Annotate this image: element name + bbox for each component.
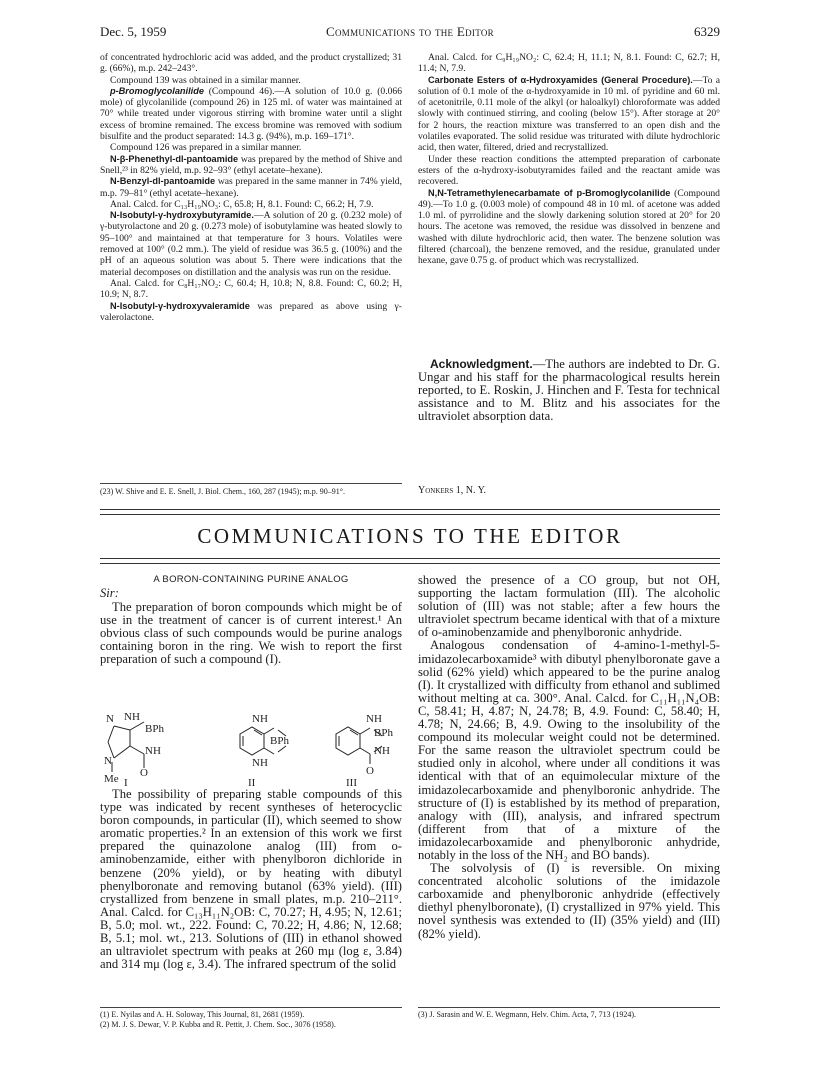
- running-header: [100, 24, 720, 44]
- subheading: N-Benzyl-dl-pantoamide: [110, 176, 216, 187]
- article-left-continued: [100, 788, 402, 971]
- article-right-column: [418, 574, 720, 941]
- footnote-divider: [418, 1007, 720, 1008]
- bond: [360, 748, 370, 754]
- bond: [108, 726, 114, 742]
- running-title: Communications to the Editor: [326, 24, 494, 39]
- bond: [360, 728, 370, 734]
- paragraph: Carbonate Esters of α-Hydroxyamides (General Procedure).—To a solution of 0.1 mole of the α-hydroxyamide in 10 ml. of pyridine and 60 ml. of acetonitrile, 0.11 mole of the alkyl (or haloalkyl) chloroformate was added slowly with continued stirring, and cooling (below 15°). After storage at 20° for 2 hours, the reaction mixture was transferred to an open dish and the volatiles evaporated. The solid residue was triturated with dilute hydrochloric acid, then water, filtered, dried and recrystallized.: [418, 74, 720, 154]
- subheading: N-Isobutyl-γ-hydroxyvaleramide: [110, 300, 250, 311]
- paragraph: Compound 139 was obtained in a similar manner.: [110, 74, 301, 86]
- subheading: p-Bromoglycolanilide: [110, 85, 204, 96]
- footnote-divider: [100, 1007, 402, 1008]
- paragraph: The possibility of preparing stable compounds of this type was indicated by recent syntheses of heterocyclic boron compounds, in particular (II), which seemed to show aromatic properties.² In an extension of this work we first prepared the quinazolone analog (III) from o-aminobenzamide, either with phenylboron dichloride in benzene (20% yield), or by heating with dibutyl phenylboronate and removing butanol (63% yield). (III) crystallized from benzene in small plates, m.p. 210–211°. Anal. Calcd. for C₁₃H₁₁N₂OB: C, 70.27; H, 4.95; N, 12.61; B, 5.0; mol. wt., 222. Found: C, 70.22; H, 4.86; N, 12.68; B, 5.1; mol. wt., 213. Solutions of (III) in ethanol showed an ultraviolet spectrum with peaks at 260 mμ (log ε, 3.84) and 314 mμ (log ε, 3.4). The infrared spectrum of the solid: [100, 787, 402, 972]
- chemical-structures: [100, 706, 402, 788]
- atom-label: BPh: [145, 723, 164, 735]
- atom-label: BPh: [270, 735, 289, 747]
- footnote-3: (3) J. Sarasin and W. E. Wegmann, Helv. Chim. Acta, 7, 713 (1924).: [418, 1010, 636, 1019]
- bond: [130, 746, 144, 754]
- section-divider-top: [100, 509, 720, 515]
- bond: [264, 728, 274, 734]
- structure-label-III: III: [346, 777, 357, 788]
- atom-label: N: [104, 755, 112, 767]
- section-title: COMMUNICATIONS TO THE EDITOR: [197, 524, 623, 548]
- subheading: Carbonate Esters of α-Hydroxyamides (General Procedure).: [428, 74, 693, 85]
- benzene-ring: [240, 727, 264, 755]
- atom-label: BPh: [374, 727, 393, 739]
- paragraph: Compound 126 was prepared in a similar manner.: [110, 142, 302, 154]
- subheading: N-β-Phenethyl-dl-pantoamide: [110, 153, 239, 164]
- atom-label: NH: [374, 745, 390, 757]
- bond: [114, 726, 130, 730]
- footnote-divider: [100, 483, 402, 484]
- article-title: A BORON-CONTAINING PURINE ANALOG: [153, 574, 349, 585]
- footnote-23: (23) W. Shive and E. E. Snell, J. Biol. Chem., 160, 287 (1945); m.p. 90–91°.: [100, 487, 345, 496]
- analysis-line: Anal. Calcd. for C₈H₁₇NO₂: C, 60.4; H, 10.8; N, 8.8. Found: C, 60.2; H, 10.9; N, 8.7.: [100, 277, 402, 301]
- page-number: 6329: [694, 24, 720, 39]
- paragraph: N-Benzyl-dl-pantoamide was prepared in the same manner in 74% yield, m.p. 79–81° (ethyl acetate–hexane).: [100, 176, 402, 199]
- acknowledgment: Acknowledgment.—The authors are indebted to Dr. G. Ungar and his staff for the pharmacological results herein reported, to E. Roskin, J. Hinchen and F. Testa for technical assistance and to M. Blitz and his associates for the ultraviolet absorption data.: [418, 357, 720, 424]
- subheading: N-Isobutyl-γ-hydroxybutyramide.: [110, 210, 254, 221]
- atom-label: NH: [366, 713, 382, 725]
- atom-label: N: [106, 713, 114, 725]
- paragraph: of concentrated hydrochloric acid was added, and the product crystallized; 31 g. (66%), m.p. 242–243°.: [100, 52, 402, 75]
- footnote-2: (2) M. J. S. Dewar, V. P. Kubba and R. Pettit, J. Chem. Soc., 3076 (1958).: [100, 1020, 336, 1029]
- top-left-column: [100, 52, 402, 323]
- issue-date: Dec. 5, 1959: [100, 24, 167, 39]
- affiliation-place: Yonkers 1, N. Y.: [418, 485, 487, 496]
- bond: [114, 746, 130, 758]
- paragraph: Analogous condensation of 4-amino-1-methyl-5-imidazolecarboxamide³ with dibutyl phenylboronate gave a solid (62% yield) which appeared to be the purine analog (I). It crystallized with difficulty from ethanol and sublimed without melting at ca. 300°. Anal. Calcd. for C₁₁H₁₁N₄OB: C, 58.41; H, 4.87; N, 24.78; B, 4.9. Found: C, 58.40; H, 4.78; N, 24.66; B, 4.9. Owing to the insolubility of the compound its molecular weight could not be determined. For the same reason the ultraviolet spectrum could be studied only in alcohol, where under all conditions it was identical with that of an equimolecular mixture of the imidazolecarboxamide and phenylboronic anhydride. The structure of (I) is established by its method of preparation, analogy with (III), analysis, and infrared spectrum (different from that of a mixture of the imidazolecarboxamide and phenylboronic anhydride, notably in the loss of the NH₂ and BO bands).: [418, 638, 720, 862]
- benzene-ring: [336, 727, 360, 755]
- footnotes-right: [418, 1010, 720, 1020]
- footnote-1: (1) E. Nyilas and A. H. Soloway, This Journal, 81, 2681 (1959).: [100, 1010, 305, 1019]
- salutation: Sir:: [100, 586, 119, 600]
- bond: [130, 722, 144, 730]
- atom-label: NH: [124, 711, 140, 723]
- atom-label: Me: [104, 773, 119, 785]
- atom-label: O: [140, 767, 148, 779]
- paragraph: N,N-Tetramethylenecarbamate of p-Bromoglycolanilide (Compound 49).—To 1.0 g. (0.003 mole) of compound 48 in 10 ml. of acetone was added 1.0 ml. of pyrrolidine and the slowly darkening solution stored at 20° for 20 hours. The acetone was removed, the residue was dissolved in benzene and washed with dilute hydrochloric acid, then water. The benzene solution was filtered (charcoal), the benzene removed, and the residue, granulated under hexane, gave 0.75 g. of product which was recrystallized.: [418, 187, 720, 267]
- section-divider-bottom: [100, 558, 720, 564]
- footnotes-left: [100, 1010, 402, 1030]
- atom-label: O: [366, 765, 374, 777]
- top-right-column: [418, 52, 720, 267]
- paragraph: N-Isobutyl-γ-hydroxybutyramide.—A solution of 20 g. (0.232 mole) of γ-butyrolactone and 20 g. (0.273 mole) of isobutylamine was heated slowly to 95–100° and maintained at that temperature for 3 hours. Volatiles were removed at 100° (0.2 mm.). The yield of residue was 36.5 g. (100%) and the pH of an aqueous solution was about 5. There were indications that the material decomposes on distillation and the analysis was run on the residue.: [100, 210, 402, 278]
- paragraph: The solvolysis of (I) is reversible. On mixing concentrated alcoholic solutions of the imidazole carboxamide and phenylboronic anhydride (effectively diethyl phenylboronate), (I) crystallized in 97% yield. This novel synthesis was extended to (II) (35% yield) and (III) (82% yield).: [418, 861, 720, 941]
- paragraph: The preparation of boron compounds which might be of use in the treatment of cancer is of current interest.¹ An obvious class of such compounds would be purine analogs containing boron in the ring. We wish to report the first preparation of such a compound (I).: [100, 600, 402, 667]
- structure-label-II: II: [248, 777, 256, 788]
- paragraph: N-β-Phenethyl-dl-pantoamide was prepared by the method of Shive and Snell,²³ in 82% yield, m.p. 92–93° (ethyl acetate–hexane).: [100, 153, 402, 176]
- atom-label: NH: [145, 745, 161, 757]
- atom-label: NH: [252, 757, 268, 769]
- bond: [264, 748, 274, 754]
- analysis-line: Anal. Calcd. for C₁₃H₁₉NO₃: C, 65.8; H, 8.1. Found: C, 66.2; H, 7.9.: [110, 198, 374, 210]
- atom-label: NH: [252, 713, 268, 725]
- acknowledgment-heading: Acknowledgment.: [430, 357, 533, 371]
- article-left-column: [100, 574, 402, 667]
- analysis-line: Anal. Calcd. for C₉H₁₉NO₂: C, 62.4; H, 11.1; N, 8.1. Found: C, 62.7; H, 11.4; N, 7.9.: [418, 52, 720, 75]
- paragraph: showed the presence of a CO group, but not OH, supporting the lactam formulation (III). The alcoholic solution of (III) was not stable; after a few hours the ultraviolet spectrum became identical with that of a mixture of o-aminobenzamide and phenylboronic anhydride.: [418, 573, 720, 640]
- paragraph: N-Isobutyl-γ-hydroxyvaleramide was prepared as above using γ-valerolactone.: [100, 300, 402, 323]
- structure-label-I: I: [124, 777, 128, 788]
- structure-I: [108, 722, 144, 772]
- paragraph: p-Bromoglycolanilide (Compound 46).—A solution of 10.0 g. (0.066 mole) of glycolanilide (compound 26) in 125 ml. of water was maintained at 70° while treated under vigorous stirring with bromine water until a slight excess of bromine remained. The excess bromine was removed with sodium bisulfite and the product separated: 14.3 g. (94%), m.p. 169–171°.: [100, 85, 402, 143]
- subheading: N,N-Tetramethylenecarbamate of p-Bromoglycolanilide: [428, 187, 671, 198]
- paragraph: Under these reaction conditions the attempted preparation of carbonate esters of the α-hydroxy-isobutyramides failed and the reactant amide was recovered.: [418, 153, 720, 188]
